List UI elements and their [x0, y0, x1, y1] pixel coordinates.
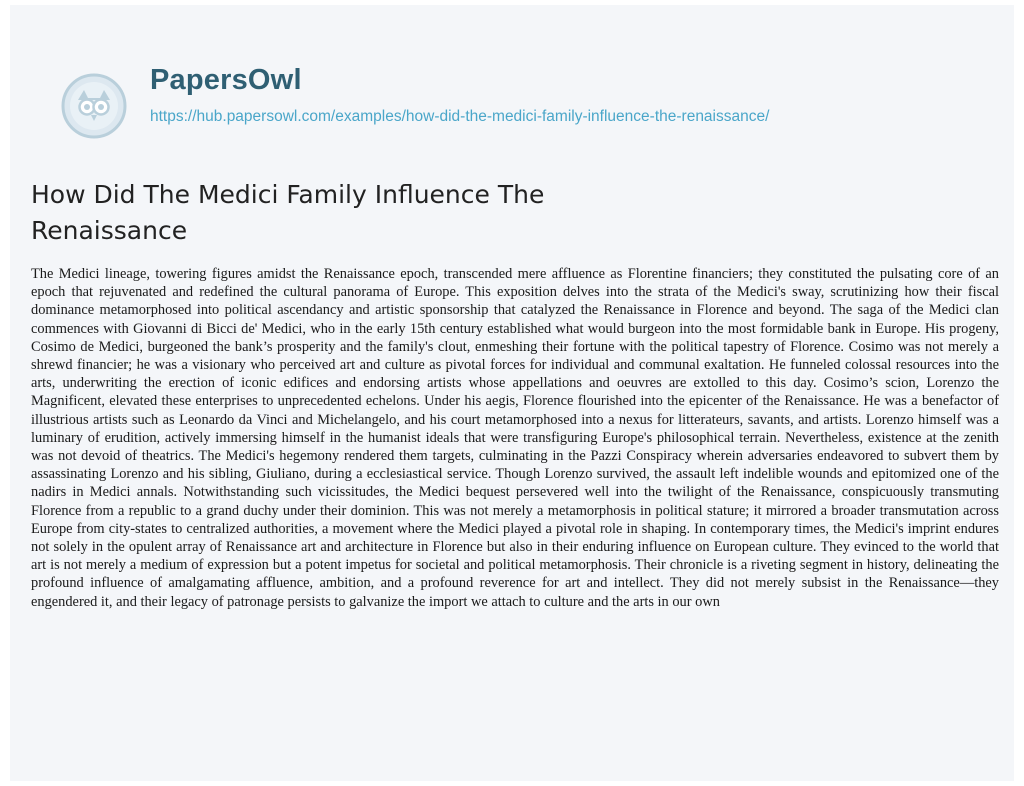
brand-name[interactable]: PapersOwl: [150, 64, 302, 96]
document-title: How Did The Medici Family Influence The Renaissance: [31, 180, 545, 245]
source-url-link[interactable]: https://hub.papersowl.com/examples/how-did-the-medici-family-influence-the-renaissance/: [150, 108, 770, 125]
document-page: [10, 5, 1014, 781]
owl-logo-icon: [58, 70, 133, 140]
header: [58, 60, 988, 140]
document-body: The Medici lineage, towering figures amidst the Renaissance epoch, transcended mere affluence as Florentine financiers; they constituted the pulsating core of an epoch that rejuvenated and redefined the cultural panorama of Europe. This exposition delves into the strata of the Medici's sway, scrutinizing how their fiscal dominance metamorphosed into political ascendancy and artistic sponsorship that catalyzed the Renaissance in Florence and beyond. The saga of the Medici clan commences with Giovanni di Bicci de' Medici, who in the early 15th century established what would burgeon into the most formidable bank in Europe. His progeny, Cosimo de Medici, burgeoned the bank’s prosperity and the family's clout, enmeshing their fortune with the political tapestry of Florence. Cosimo was not merely a shrewd financier; he was a visionary who perceived art and culture as pivotal forces for individual and communal exaltation. He funneled colossal resources into the arts, underwriting the erection of iconic edifices and endorsing artists whose appellations and oeuvres are extolled to this day. Cosimo’s scion, Lorenzo the Magnificent, elevated these enterprises to unprecedented echelons. Under his aegis, Florence flourished into the epicenter of the Renaissance. He was a benefactor of illustrious artists such as Leonardo da Vinci and Michelangelo, and his court metamorphosed into a nexus for litterateurs, savants, and artists. Lorenzo himself was a luminary of erudition, actively immersing himself in the humanist ideals that were transfiguring Europe's philosophical terrain. Nevertheless, existence at the zenith was not devoid of theatrics. The Medici's hegemony rendered them targets, culminating in the Pazzi Conspiracy wherein adversaries endeavored to subvert them by assassinating Lorenzo and his sibling, Giuliano, during a ecclesiastical service. Though Lorenzo survived, the assault left indelible wounds and epitomized one of the nadirs in Medici annals. Notwithstanding such vicissitudes, the Medici bequest persevered well into the twilight of the Renaissance, conspicuously transmuting Florence from a republic to a grand duchy under their dominion. This was not merely a metamorphosis in political stature; it mirrored a broader transmutation across Europe from city-states to centralized authorities, a movement where the Medici played a pivotal role in shaping. In contemporary times, the Medici's imprint endures not solely in the opulent array of Renaissance art and architecture in Florence but also in their enduring influence on European culture. They evinced to the world that art is not merely a medium of expression but a potent impetus for societal and political metamorphosis. Their chronicle is a riveting segment in history, delineating the profound influence of amalgamating affluence, ambition, and a profound reverence for art and intellect. They did not merely subsist in the Renaissance—they engendered it, and their legacy of patronage persists to galvanize the import we attach to culture and the arts in our own: [31, 266, 999, 610]
